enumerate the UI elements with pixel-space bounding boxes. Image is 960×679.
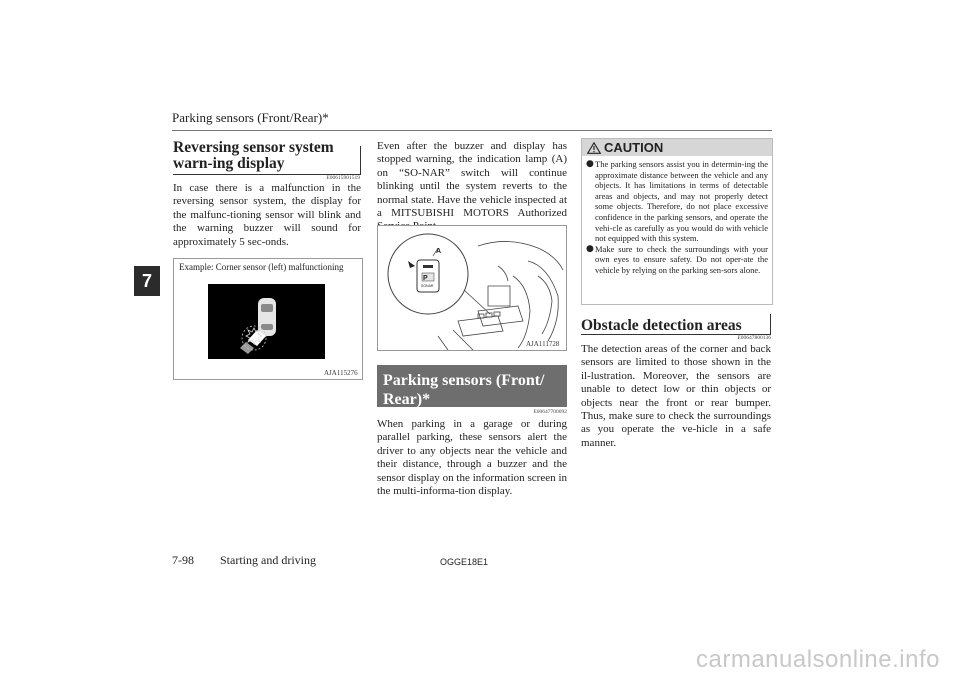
callout-a-label: A bbox=[436, 248, 442, 255]
figure-sonar-switch bbox=[377, 225, 567, 351]
running-head-title: Parking sensors (Front/Rear)* bbox=[172, 110, 329, 125]
chapter-name: Starting and driving bbox=[220, 553, 316, 567]
caution-bullet bbox=[586, 159, 768, 244]
paragraph-reversing-warning: In case there is a malfunction in the reversing sensor system, the display for the malfunc-tioning sensor will blink and the warning buzzer will sound for approximately 5 sec-onds. bbox=[173, 182, 361, 248]
caution-bullet-text: The parking sensors assist you in determin-ing the approximate distance between the vehicle and any objects. It has limitations in terms of detectable areas and objects, and may not properly detect some objects. Therefore, do not place excessive confidence in the parking sensors, and operate the vehi-cle as carefully as you would do with vehicle not equipped with this system. bbox=[595, 159, 768, 244]
document-code: OGGE18E1 bbox=[440, 557, 489, 567]
vehicle-top-view-icon bbox=[208, 284, 325, 359]
section-banner-parking-sensors: Parking sensors (Front/ Rear)* bbox=[377, 365, 567, 407]
caution-bullet-text: Make sure to check the surroundings with your own eyes to ensure safety. Do not oper-ate the vehicle by relying on the parking sen-sors alone. bbox=[595, 243, 768, 275]
paragraph-indicator-lamp: Even after the buzzer and display has stopped warning, the indication lamp (A) on “SO-NAR” switch will continue blinking until the system reverts to the normal state. Have the vehicle inspected at a MITSUBISHI MOTORS Authorized bbox=[377, 140, 567, 220]
paragraph-parking-sensors: When parking in a garage or during parallel parking, these sensors alert the driver to any objects near the vehicle and their distance, through a buzzer and the sensor display on the information screen in the multi-informa-tion display. bbox=[377, 418, 567, 498]
figure-id: AJA111728 bbox=[526, 340, 560, 348]
caution-box bbox=[581, 138, 773, 305]
section-code: E00615901519 bbox=[326, 175, 360, 181]
figure-corner-sensor bbox=[173, 258, 363, 380]
section-code: E00647800136 bbox=[737, 335, 771, 341]
sonar-switch-label: SONAR bbox=[421, 284, 434, 288]
paragraph-obstacle-areas: The detection areas of the corner and back sensors are limited to those shown in the il-lustration. Moreover, the sensors are unable to detect low or thin objects or objects near the front or rear bumper. Thus, make sure to check the surroundings as you operate the ve-hicle in a safe manner. bbox=[581, 343, 771, 449]
caution-header bbox=[582, 139, 772, 156]
caution-title: CAUTION bbox=[604, 140, 664, 155]
watermark-logo: carmanualsonline.info bbox=[696, 646, 940, 673]
section-title-reversing-warning: Reversing sensor system warn-ing display bbox=[173, 139, 334, 172]
chapter-tab: 7 bbox=[134, 266, 160, 296]
figure-caption: Example: Corner sensor (left) malfunctioning bbox=[179, 262, 344, 272]
page-number: 7-98 bbox=[172, 553, 194, 567]
bullet-icon: ● bbox=[586, 243, 594, 254]
section-rule-side bbox=[770, 314, 771, 334]
figure-id: AJA115276 bbox=[324, 369, 358, 377]
sensor-display-image bbox=[208, 284, 325, 359]
warning-triangle-icon bbox=[587, 142, 601, 154]
section-title-obstacle-areas: Obstacle detection areas bbox=[581, 317, 742, 334]
section-rule-side bbox=[360, 146, 361, 174]
dashboard-illustration bbox=[378, 226, 566, 350]
caution-bullet bbox=[586, 244, 768, 276]
header-rule bbox=[172, 130, 772, 131]
bullet-icon: ● bbox=[586, 159, 594, 169]
banner-code: E00647700092 bbox=[533, 409, 567, 415]
svg-text:P: P bbox=[423, 275, 428, 282]
